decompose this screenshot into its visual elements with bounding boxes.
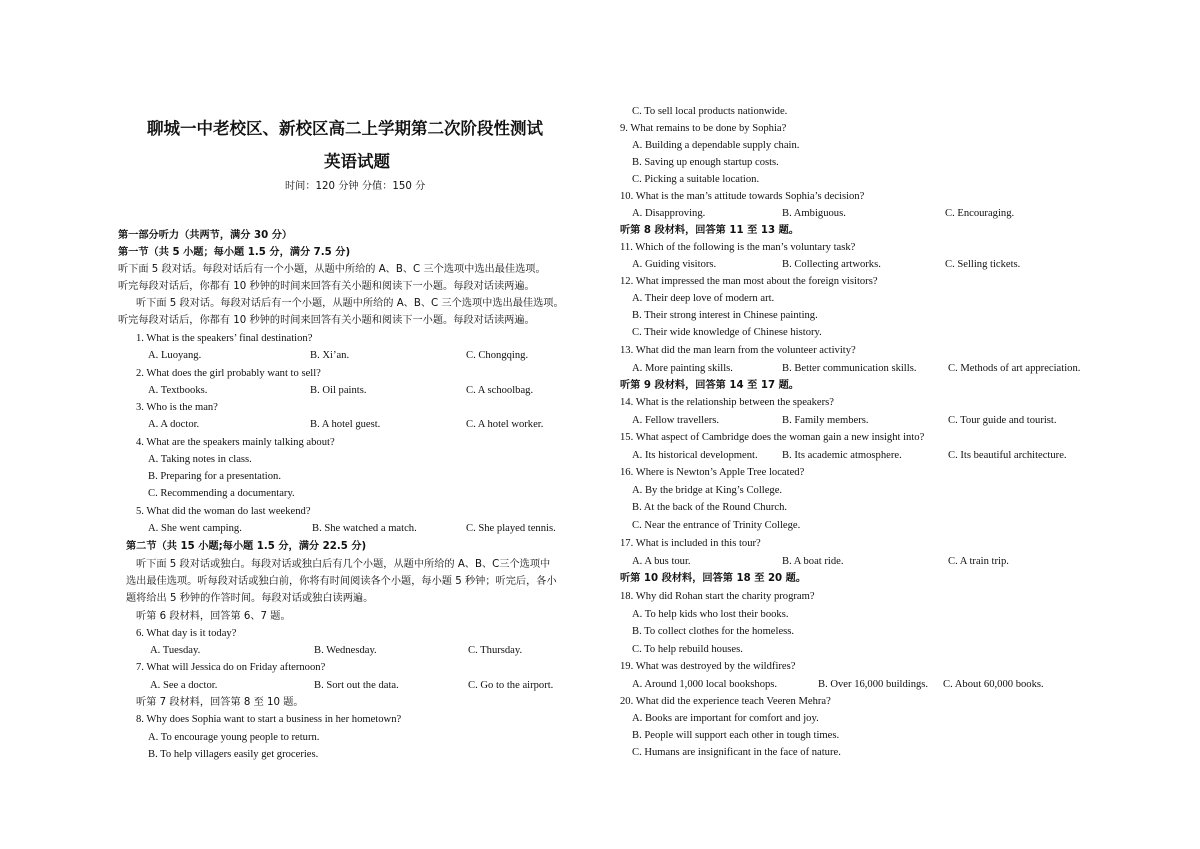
q16-option-c: C. Near the entrance of Trinity College. — [632, 520, 801, 531]
q20-option-a: A. Books are important for comfort and joy. — [632, 713, 819, 724]
q9-option-c: C. Picking a suitable location. — [632, 174, 760, 185]
q13-option-a: A. More painting skills. — [632, 363, 733, 374]
q1-option-a: A. Luoyang. — [148, 350, 202, 361]
q9-option-b: B. Saving up enough startup costs. — [632, 157, 779, 168]
question-16: 16. Where is Newton’s Apple Tree located? — [620, 467, 805, 478]
question-7: 7. What will Jessica do on Friday afternoon? — [136, 662, 326, 673]
q14-option-a: A. Fellow travellers. — [632, 415, 720, 426]
q14-option-b: B. Family members. — [782, 415, 869, 426]
section2-instr-1: 听下面 5 段对话或独白。每段对话或独白后有几个小题，从题中所给的 A、B、C三个选项中 — [136, 559, 551, 570]
section2-instr-3: 题将给出 5 秒钟的作答时间。每段对话或独白读两遍。 — [126, 593, 374, 604]
q2-option-a: A. Textbooks. — [148, 385, 208, 396]
q18-option-a: A. To help kids who lost their books. — [632, 609, 789, 620]
q2-option-b: B. Oil paints. — [310, 385, 367, 396]
question-14: 14. What is the relationship between the speakers? — [620, 397, 834, 408]
q10-option-c: C. Encouraging. — [945, 208, 1015, 219]
q6-option-c: C. Thursday. — [468, 645, 523, 656]
question-18: 18. Why did Rohan start the charity program? — [620, 591, 815, 602]
question-6: 6. What day is it today? — [136, 628, 237, 639]
q7-option-c: C. Go to the airport. — [468, 680, 554, 691]
q2-option-c: C. A schoolbag. — [466, 385, 534, 396]
q12-option-a: A. Their deep love of modern art. — [632, 293, 775, 304]
q15-option-a: A. Its historical development. — [632, 450, 758, 461]
q6-option-a: A. Tuesday. — [150, 645, 201, 656]
question-19: 19. What was destroyed by the wildfires? — [620, 661, 796, 672]
q5-option-b: B. She watched a match. — [312, 523, 417, 534]
q10-option-a: A. Disapproving. — [632, 208, 706, 219]
q6-option-b: B. Wednesday. — [314, 645, 377, 656]
q3-option-b: B. A hotel guest. — [310, 419, 381, 430]
question-3: 3. Who is the man? — [136, 402, 218, 413]
material-9: 听第 9 段材料，回答第 14 至 17 题。 — [620, 380, 799, 391]
section2-instr-2: 选出最佳选项。听每段对话或独白前，你将有时间阅读各个小题，每小题 5 秒钟；听完后，各小 — [126, 576, 557, 587]
q16-option-a: A. By the bridge at King’s College. — [632, 485, 783, 496]
question-13: 13. What did the man learn from the volunteer activity? — [620, 345, 856, 356]
q3-option-a: A. A doctor. — [148, 419, 200, 430]
q19-option-a: A. Around 1,000 local bookshops. — [632, 679, 778, 690]
material-7: 听第 7 段材料，回答第 8 至 10 题。 — [136, 697, 304, 708]
q12-option-b: B. Their strong interest in Chinese painting. — [632, 310, 818, 321]
question-20: 20. What did the experience teach Veeren Mehra? — [620, 696, 831, 707]
section1-instr-1: 听下面 5 段对话。每段对话后有一个小题，从题中所给的 A、B、C 三个选项中选出最佳选项。 — [118, 264, 546, 275]
part1-heading: 第一部分听力（共两节，满分 30 分） — [118, 230, 293, 241]
exam-subtitle: 英语试题 — [324, 152, 390, 171]
question-9: 9. What remains to be done by Sophia? — [620, 123, 787, 134]
q12-option-c: C. Their wide knowledge of Chinese history. — [632, 327, 822, 338]
q19-option-c: C. About 60,000 books. — [943, 679, 1044, 690]
material-6: 听第 6 段材料，回答第 6、7 题。 — [136, 611, 291, 622]
section1-instr-3: 听下面 5 段对话。每段对话后有一个小题，从题中所给的 A、B、C 三个选项中选出最佳选项。 — [136, 298, 564, 309]
q8-option-b: B. To help villagers easily get groceries. — [148, 749, 319, 760]
question-1: 1. What is the speakers’ final destination? — [136, 333, 313, 344]
q13-option-c: C. Methods of art appreciation. — [948, 363, 1081, 374]
q11-option-b: B. Collecting artworks. — [782, 259, 881, 270]
question-12: 12. What impressed the man most about the foreign visitors? — [620, 276, 878, 287]
q5-option-c: C. She played tennis. — [466, 523, 556, 534]
question-11: 11. Which of the following is the man’s voluntary task? — [620, 242, 856, 253]
q8-option-a: A. To encourage young people to return. — [148, 732, 320, 743]
q8-option-c: C. To sell local products nationwide. — [632, 106, 788, 117]
question-8: 8. Why does Sophia want to start a business in her hometown? — [136, 714, 402, 725]
exam-title: 聊城一中老校区、新校区高二上学期第二次阶段性测试 — [147, 119, 543, 138]
q11-option-a: A. Guiding visitors. — [632, 259, 717, 270]
q5-option-a: A. She went camping. — [148, 523, 242, 534]
q15-option-b: B. Its academic atmosphere. — [782, 450, 902, 461]
q17-option-b: B. A boat ride. — [782, 556, 844, 567]
q1-option-c: C. Chongqing. — [466, 350, 529, 361]
q11-option-c: C. Selling tickets. — [945, 259, 1021, 270]
section1-heading: 第一节（共 5 小题；每小题 1.5 分，满分 7.5 分) — [118, 247, 351, 258]
question-15: 15. What aspect of Cambridge does the woman gain a new insight into? — [620, 432, 925, 443]
q1-option-b: B. Xi’an. — [310, 350, 350, 361]
material-8: 听第 8 段材料，回答第 11 至 13 题。 — [620, 225, 799, 236]
question-5: 5. What did the woman do last weekend? — [136, 506, 311, 517]
q7-option-a: A. See a doctor. — [150, 680, 218, 691]
q4-option-b: B. Preparing for a presentation. — [148, 471, 281, 482]
q18-option-c: C. To help rebuild houses. — [632, 644, 743, 655]
section1-instr-4: 听完每段对话后，你都有 10 秒钟的时间来回答有关小题和阅读下一小题。每段对话读两遍。 — [118, 315, 535, 326]
q14-option-c: C. Tour guide and tourist. — [948, 415, 1057, 426]
q17-option-c: C. A train trip. — [948, 556, 1009, 567]
q20-option-b: B. People will support each other in tough times. — [632, 730, 840, 741]
q17-option-a: A. A bus tour. — [632, 556, 691, 567]
exam-meta: 时间：120 分钟 分值：150 分 — [285, 181, 426, 192]
material-10: 听第 10 段材料，回答第 18 至 20 题。 — [620, 573, 807, 584]
q18-option-b: B. To collect clothes for the homeless. — [632, 626, 795, 637]
question-4: 4. What are the speakers mainly talking about? — [136, 437, 335, 448]
q4-option-a: A. Taking notes in class. — [148, 454, 252, 465]
question-10: 10. What is the man’s attitude towards Sophia’s decision? — [620, 191, 865, 202]
q3-option-c: C. A hotel worker. — [466, 419, 544, 430]
q7-option-b: B. Sort out the data. — [314, 680, 399, 691]
q10-option-b: B. Ambiguous. — [782, 208, 846, 219]
question-17: 17. What is included in this tour? — [620, 538, 761, 549]
section1-instr-2: 听完每段对话后，你都有 10 秒钟的时间来回答有关小题和阅读下一小题。每段对话读两遍。 — [118, 281, 535, 292]
q20-option-c: C. Humans are insignificant in the face of nature. — [632, 747, 841, 758]
q4-option-c: C. Recommending a documentary. — [148, 488, 295, 499]
q15-option-c: C. Its beautiful architecture. — [948, 450, 1067, 461]
q16-option-b: B. At the back of the Round Church. — [632, 502, 788, 513]
question-2: 2. What does the girl probably want to sell? — [136, 368, 321, 379]
q13-option-b: B. Better communication skills. — [782, 363, 917, 374]
section2-heading: 第二节（共 15 小题;每小题 1.5 分，满分 22.5 分) — [126, 541, 367, 552]
q9-option-a: A. Building a dependable supply chain. — [632, 140, 800, 151]
q19-option-b: B. Over 16,000 buildings. — [818, 679, 929, 690]
